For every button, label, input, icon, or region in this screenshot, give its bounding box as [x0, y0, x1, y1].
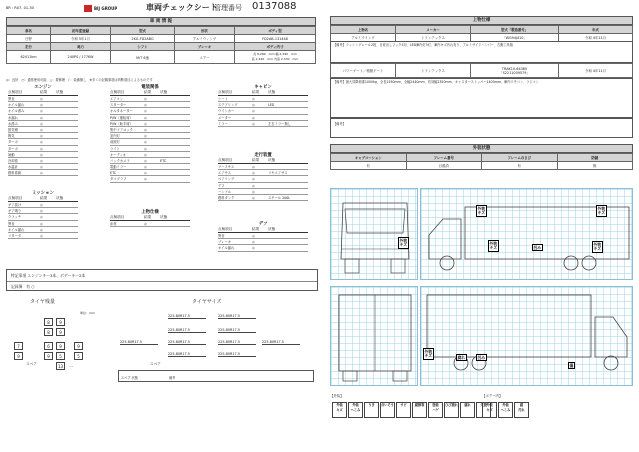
ex-col: フレーム番号 [406, 154, 482, 162]
col-item: 点検項目 [8, 196, 23, 200]
upper-remark-1 [330, 41, 633, 63]
vh-val: 日野 [7, 35, 51, 43]
col-item: 点検項目 [218, 158, 233, 162]
check-result: ◎ [40, 171, 43, 176]
us-val: 令和 4年11月 [559, 64, 633, 78]
tire-box: 7 [14, 342, 23, 350]
body-dims-2: 高 2,420 mm 内高 2,330 mm [251, 57, 299, 61]
upper-equip-title: 上物仕様 [141, 210, 159, 215]
engine-title: エンジン [34, 85, 52, 90]
us-col: メーカー [396, 26, 471, 34]
body-dims-1: 長 6,280 mm 幅 2,390 mm [253, 52, 297, 56]
check-item: オイル漏れ [218, 246, 235, 251]
check-item: P/W（助手席） [110, 121, 133, 126]
check-item: オイル漏れ [8, 103, 25, 108]
legend-box: 塗装 ハゲ [428, 402, 443, 418]
check-item: 水滲み [8, 121, 18, 126]
check-item: スターター [110, 103, 127, 108]
vh-col: 型式 [111, 27, 175, 35]
check-item: P/W（運転席） [110, 115, 133, 120]
check-item: ギア鳴り [8, 209, 22, 214]
remark-label: 【備考】 [333, 122, 346, 126]
exterior-header: 外装状態 [330, 144, 633, 153]
col-state: 状態 [160, 90, 168, 94]
truck-front-view [330, 188, 418, 280]
us-val: アルミウイング [331, 34, 396, 42]
check-result: ◎ [252, 103, 255, 108]
tire-size-label: 225-80R17.5 [168, 352, 206, 357]
legend-box: 外装 キズ [332, 402, 347, 418]
truck-rear-view [330, 286, 418, 386]
upper-spec-header: 上物仕様 [330, 16, 633, 25]
tire-size-title: タイヤサイズ [192, 299, 222, 305]
legend-box: 外装 キズ [482, 402, 497, 418]
check-item: オーディオ [110, 152, 127, 157]
truck-side-right-view [420, 286, 633, 386]
us-val: 令和 4年11月 [559, 34, 633, 42]
legend-box: 腐れ [460, 402, 475, 418]
remark-label: 【備考】 [333, 80, 346, 84]
truck-side-left-icon [421, 189, 634, 281]
col-result: 結果 [40, 90, 48, 94]
check-item: 室内灯 [110, 134, 120, 139]
records-row [11, 284, 35, 290]
check-result: ◎ [144, 165, 147, 170]
check-item: 集中ドアロック [110, 127, 133, 132]
mission-section [8, 190, 78, 239]
check-result: ◎ [144, 140, 147, 145]
vh-val: 2KG-FD2ABG [111, 35, 175, 43]
check-result: ◎ [40, 233, 43, 238]
legend-body-label: 【ボデー内】 [482, 394, 503, 398]
check-result: ◎ [40, 203, 43, 207]
check-row [110, 176, 190, 182]
check-result: ◎ [40, 152, 43, 157]
check-result: ◎ [40, 215, 43, 220]
legend-exterior-label: 【外装】 [330, 394, 344, 398]
remarks-label: 備考 [169, 376, 176, 380]
check-result: ◎ [40, 227, 43, 232]
spare-row [118, 370, 314, 382]
vehicle-info-table [6, 26, 316, 64]
tire-box: 9 [56, 328, 65, 336]
check-result: ◎ [144, 177, 147, 182]
check-item: ETC [110, 171, 117, 176]
damage-tag: 外装 キズ [489, 240, 498, 250]
tire-box: 9 [44, 352, 53, 360]
tire-size-label: 225-80R17.5 [218, 352, 256, 357]
vh-col: 初年度登録 [51, 27, 111, 35]
tire-box: 6 [44, 342, 53, 350]
check-result: ◎ [252, 115, 255, 120]
mgmt-label: 管理番号 [214, 4, 242, 12]
tire-box: 9 [56, 342, 65, 350]
col-state: 状態 [56, 196, 64, 200]
sheet-title: 車両チェックシート [146, 3, 218, 12]
check-result: ◎ [252, 234, 255, 238]
check-result: ◎ [252, 246, 255, 251]
tire-size-label: 225-80R17.5 [218, 314, 256, 319]
check-item: 排気煙 [8, 127, 18, 132]
check-item: ライト [110, 146, 120, 151]
check-row [110, 221, 190, 227]
tire-size-label: 225-80R17.5 [168, 340, 206, 345]
check-result: ◎ [40, 140, 43, 145]
check-result: ◎ [144, 158, 147, 163]
check-item: オイル滲み [8, 109, 25, 114]
upper-spec-table [330, 25, 633, 42]
running-title: 走行装置 [254, 153, 272, 158]
check-item: 電動ミラー [110, 165, 127, 170]
tire-size-label: 225-80R17.5 [262, 340, 300, 345]
col-state: 状態 [268, 227, 276, 231]
vh-val: アルミウィング [175, 35, 235, 43]
legend-box: ひび割れ [444, 402, 459, 418]
tire-size-label: 225-80R17.5 [168, 314, 206, 319]
vh-col: 形状 [175, 27, 235, 35]
check-state: 左右ミラー無し [268, 121, 292, 126]
vh-col: ボディ内寸 [235, 43, 316, 51]
logo-text: BIJ GROUP [94, 6, 118, 11]
tire-box: 8 [44, 318, 53, 326]
us-val: パワーゲート／格納ゲート [331, 64, 396, 78]
electrical-title: 電装関係 [141, 85, 159, 90]
check-item: 前照灯 [110, 140, 120, 145]
notes-label [11, 273, 85, 279]
check-item: 床材 [110, 222, 117, 226]
check-item: ターボ [8, 146, 18, 151]
col-result: 結果 [252, 158, 260, 162]
check-item: 燃料タンク [218, 195, 235, 200]
check-result: ◎ [144, 134, 147, 139]
col-item: 点検項目 [110, 215, 125, 219]
check-item: リターダ [8, 233, 22, 238]
tire-dash: 一 [69, 364, 73, 369]
damage-tag: 凹み [477, 354, 486, 360]
truck-side-right-icon [421, 287, 634, 387]
col-state: 状態 [56, 90, 64, 94]
tire-size-label: 225-80R17.5 [218, 340, 256, 345]
us-val: トランテックス [396, 64, 471, 78]
legend-box: 合いそう [380, 402, 395, 418]
check-row [8, 170, 78, 176]
truck-side-left-view [420, 188, 633, 280]
col-result: 結果 [40, 196, 48, 200]
damage-tag: 腐れ [457, 354, 466, 360]
us-val: トランテックス [396, 34, 471, 42]
vh-col: ボディ型 [235, 27, 316, 35]
legend-box: 欠損 [476, 402, 491, 418]
vh-val: 令和 5年1月 [51, 35, 111, 43]
special-notes-label: 特記事項 [11, 273, 27, 278]
check-item: ウインカー [218, 109, 235, 114]
us-col: 上物名 [331, 26, 396, 34]
check-result: ◎ [40, 158, 43, 163]
check-item: バックカメラ [110, 158, 130, 163]
us-val: 「S2211009579」 [499, 70, 530, 75]
check-row [8, 233, 78, 239]
check-item: 冷却系 [8, 158, 18, 163]
upper-spec-table-2 [330, 63, 633, 78]
records-label: 記録簿 [11, 284, 23, 289]
check-result: ◎ [252, 177, 255, 182]
check-result: ◎ [144, 127, 147, 132]
check-result: ◎ [252, 109, 255, 114]
col-state: 状態 [160, 215, 168, 219]
ex-col: 防錆 [557, 154, 633, 162]
cabin-section [218, 84, 308, 127]
tire-box: 5 [56, 352, 65, 360]
upper-remark-3 [330, 118, 633, 138]
us-val: 「WG94J410」 [471, 34, 559, 42]
check-item: 異音 [218, 234, 225, 238]
col-result: 結果 [144, 215, 152, 219]
check-item: ミラー [218, 121, 228, 126]
check-item: オイル漏れ [8, 227, 25, 232]
check-item: ベアリング [218, 177, 235, 182]
check-result: ◎ [40, 115, 43, 120]
check-result: ◎ [40, 97, 43, 101]
logo-mark-icon [84, 5, 92, 12]
check-row [218, 121, 308, 127]
check-state: LED [268, 103, 275, 108]
check-result: ◎ [40, 134, 43, 139]
spare-state-label: スペア 状態 [121, 376, 138, 380]
vh-col: 車名 [7, 27, 51, 35]
check-item: ギア抜け [8, 203, 22, 207]
ex-col: キャブコーション [331, 154, 407, 162]
vh-val: 62411km [7, 51, 51, 64]
mgmt-number: 0137088 [252, 1, 297, 12]
col-result: 結果 [144, 90, 152, 94]
col-item: 点検項目 [110, 90, 125, 94]
tire-size-label: 225-80R17.5 [218, 328, 256, 333]
legend-box: 腐蝕等 [412, 402, 427, 418]
tire-box: 5 [74, 352, 83, 360]
check-result: ◎ [144, 103, 147, 108]
tire-depth-title: タイヤ残量 [30, 299, 55, 305]
electrical-section [110, 84, 190, 183]
check-item: タコグラフ [110, 177, 127, 182]
upper-remark-2 [330, 78, 633, 118]
damage-tag: 外装 キズ [399, 237, 408, 247]
check-item: デフ [218, 183, 225, 188]
vh-col: シフト [111, 43, 175, 51]
check-result: ◎ [40, 127, 43, 132]
check-result: ◎ [40, 146, 43, 151]
check-result: ◎ [252, 165, 255, 169]
damage-tag: 外装 キズ [597, 205, 606, 215]
check-item: 水漏れ [8, 115, 18, 120]
tire-spec-spare: スペア [150, 362, 161, 366]
legend-box: サビ [396, 402, 411, 418]
legend-box: 腐 汚れ [514, 402, 529, 418]
diff-title: デフ [258, 222, 268, 227]
check-result: ◎ [40, 121, 43, 126]
check-item: エアコン [110, 97, 124, 101]
col-result: 結果 [252, 90, 260, 94]
check-item: 吸気 [8, 134, 15, 139]
check-item: ステアリング [218, 103, 238, 108]
check-result: ◎ [144, 171, 147, 176]
check-item: ハンドル [218, 189, 232, 194]
check-item: 異音 [8, 221, 15, 226]
check-state: スチール 200L [268, 195, 291, 200]
check-result: ◎ [252, 97, 255, 101]
col-item: 点検項目 [8, 90, 23, 94]
check-result: ◎ [40, 103, 43, 108]
damage-tag: 外装 キズ [424, 348, 433, 358]
vh-col: ブレーキ [175, 43, 235, 51]
evaluation-legend: ◎：良好 ○：通常使用可能 △：要修理 / ：装備無し ※多くの記載事項は判断項目によるものです [6, 78, 153, 82]
tire-unit: 単位：mm [80, 311, 95, 315]
damage-tag: 傷 [569, 362, 574, 368]
check-item: オルタネーター [110, 109, 133, 114]
legend-box: うき [364, 402, 379, 418]
col-state: 状態 [268, 158, 276, 162]
check-result: ◎ [40, 165, 43, 170]
check-result: ◎ [40, 109, 43, 114]
mission-title: ミッション [32, 191, 54, 196]
special-notes-text: エンジンキー3本、ボデーキー2本 [27, 273, 86, 278]
col-result: 結果 [252, 227, 260, 231]
check-result: ◎ [144, 121, 147, 126]
ex-col: フレームのさび [482, 154, 558, 162]
check-item: 始動 [8, 152, 15, 157]
vh-col: 走行 [7, 43, 51, 51]
exterior-table [330, 153, 633, 170]
check-result: ◎ [144, 115, 147, 120]
vh-val: M/T 6速 [111, 51, 175, 64]
check-result: ◎ [144, 152, 147, 157]
ex-val: 無 [557, 162, 633, 170]
records-value: 有 ○ [26, 284, 35, 289]
check-result: ◎ [40, 209, 43, 214]
col-state: 状態 [268, 90, 276, 94]
check-item: 燃料系統 [8, 171, 22, 176]
check-result: ◎ [144, 97, 147, 101]
legend-box: 外装 へこみ [348, 402, 363, 418]
tire-box: 13 [57, 364, 64, 369]
check-item: シート [218, 97, 228, 101]
check-state: ETC [160, 158, 167, 163]
remark-text: 最大昇降荷重1000kg、全長1550mm、全幅2440mm、有効幅2350mm、キャスターストッパー1400mm、庫内リモコン、ラジコン [345, 80, 539, 84]
tire-size-label: 225-80R17.5 [120, 340, 158, 345]
vh-col: 馬力 [51, 43, 111, 51]
check-result: ◎ [252, 240, 255, 245]
remark-text: ラッシングレール2段、日産出しフック5対、LED庫内灯3灯、庫内キズ汚れ有り、アルミサイドバンパー、右側工具箱 [345, 43, 513, 47]
check-item: ターボ [8, 140, 18, 145]
check-result: ◎ [252, 189, 255, 194]
check-result: ◎ [252, 171, 255, 176]
cabin-title: キャビン [254, 85, 272, 90]
company-logo [84, 4, 118, 13]
remark-label: 【備考】 [333, 43, 346, 47]
ex-val: 有 [331, 162, 407, 170]
diff-section [218, 221, 308, 252]
vh-val: 240PS / 177KW [51, 51, 111, 64]
running-section [218, 152, 308, 201]
ex-val: 有 [482, 162, 558, 170]
check-result: ◎ [252, 121, 255, 126]
check-row [218, 245, 308, 251]
check-item: 異音 [8, 97, 15, 101]
check-item: 水温計 [8, 165, 18, 170]
damage-tag: 凹み [533, 244, 542, 250]
col-item: 点検項目 [218, 90, 233, 94]
vh-val: FD2AB-131448 [235, 35, 316, 43]
us-col: 年式 [559, 26, 633, 34]
us-col: 型式「製造番号」 [471, 26, 559, 34]
check-state: リヤエアサス [268, 171, 288, 176]
truck-rear-icon [331, 287, 419, 387]
legend-box: 外装 へこみ [498, 402, 513, 418]
check-result: ◎ [252, 183, 255, 188]
check-item: リーフサス [218, 165, 235, 169]
check-result: ◎ [144, 222, 147, 226]
tire-size-label: 225-80R17.5 [168, 328, 206, 333]
truck-front-icon [331, 189, 419, 281]
check-result: ◎ [144, 109, 147, 114]
us-val: TRAK10-64360 [501, 66, 528, 71]
engine-section [8, 84, 78, 176]
tire-box: 9 [74, 342, 83, 350]
col-item: 点検項目 [218, 227, 233, 231]
tire-box: 8 [44, 328, 53, 336]
damage-tag: 外装 キズ [593, 241, 602, 251]
check-item: メーター [218, 115, 232, 120]
upper-equip-section [110, 209, 190, 227]
check-result: ◎ [252, 195, 255, 200]
check-row [218, 195, 308, 201]
tire-box: 9 [56, 318, 65, 326]
check-item: エアサス [218, 171, 232, 176]
damage-tag: 外装 キズ [477, 205, 486, 215]
check-result: ◎ [144, 146, 147, 151]
check-item: ブレーキ [218, 240, 232, 245]
check-result: ◎ [40, 221, 43, 226]
vehicle-info-header: 車 両 情 報 [6, 17, 316, 26]
tire-box: 9 [14, 352, 23, 360]
notes-box [6, 269, 318, 291]
check-item: クラッチ [8, 215, 22, 220]
date-label: 8R : R07. 01.30 [6, 6, 34, 10]
tire-spare-label: スペア [26, 362, 37, 366]
vh-val: エアー [175, 51, 235, 64]
ex-val: 目視済 [406, 162, 482, 170]
